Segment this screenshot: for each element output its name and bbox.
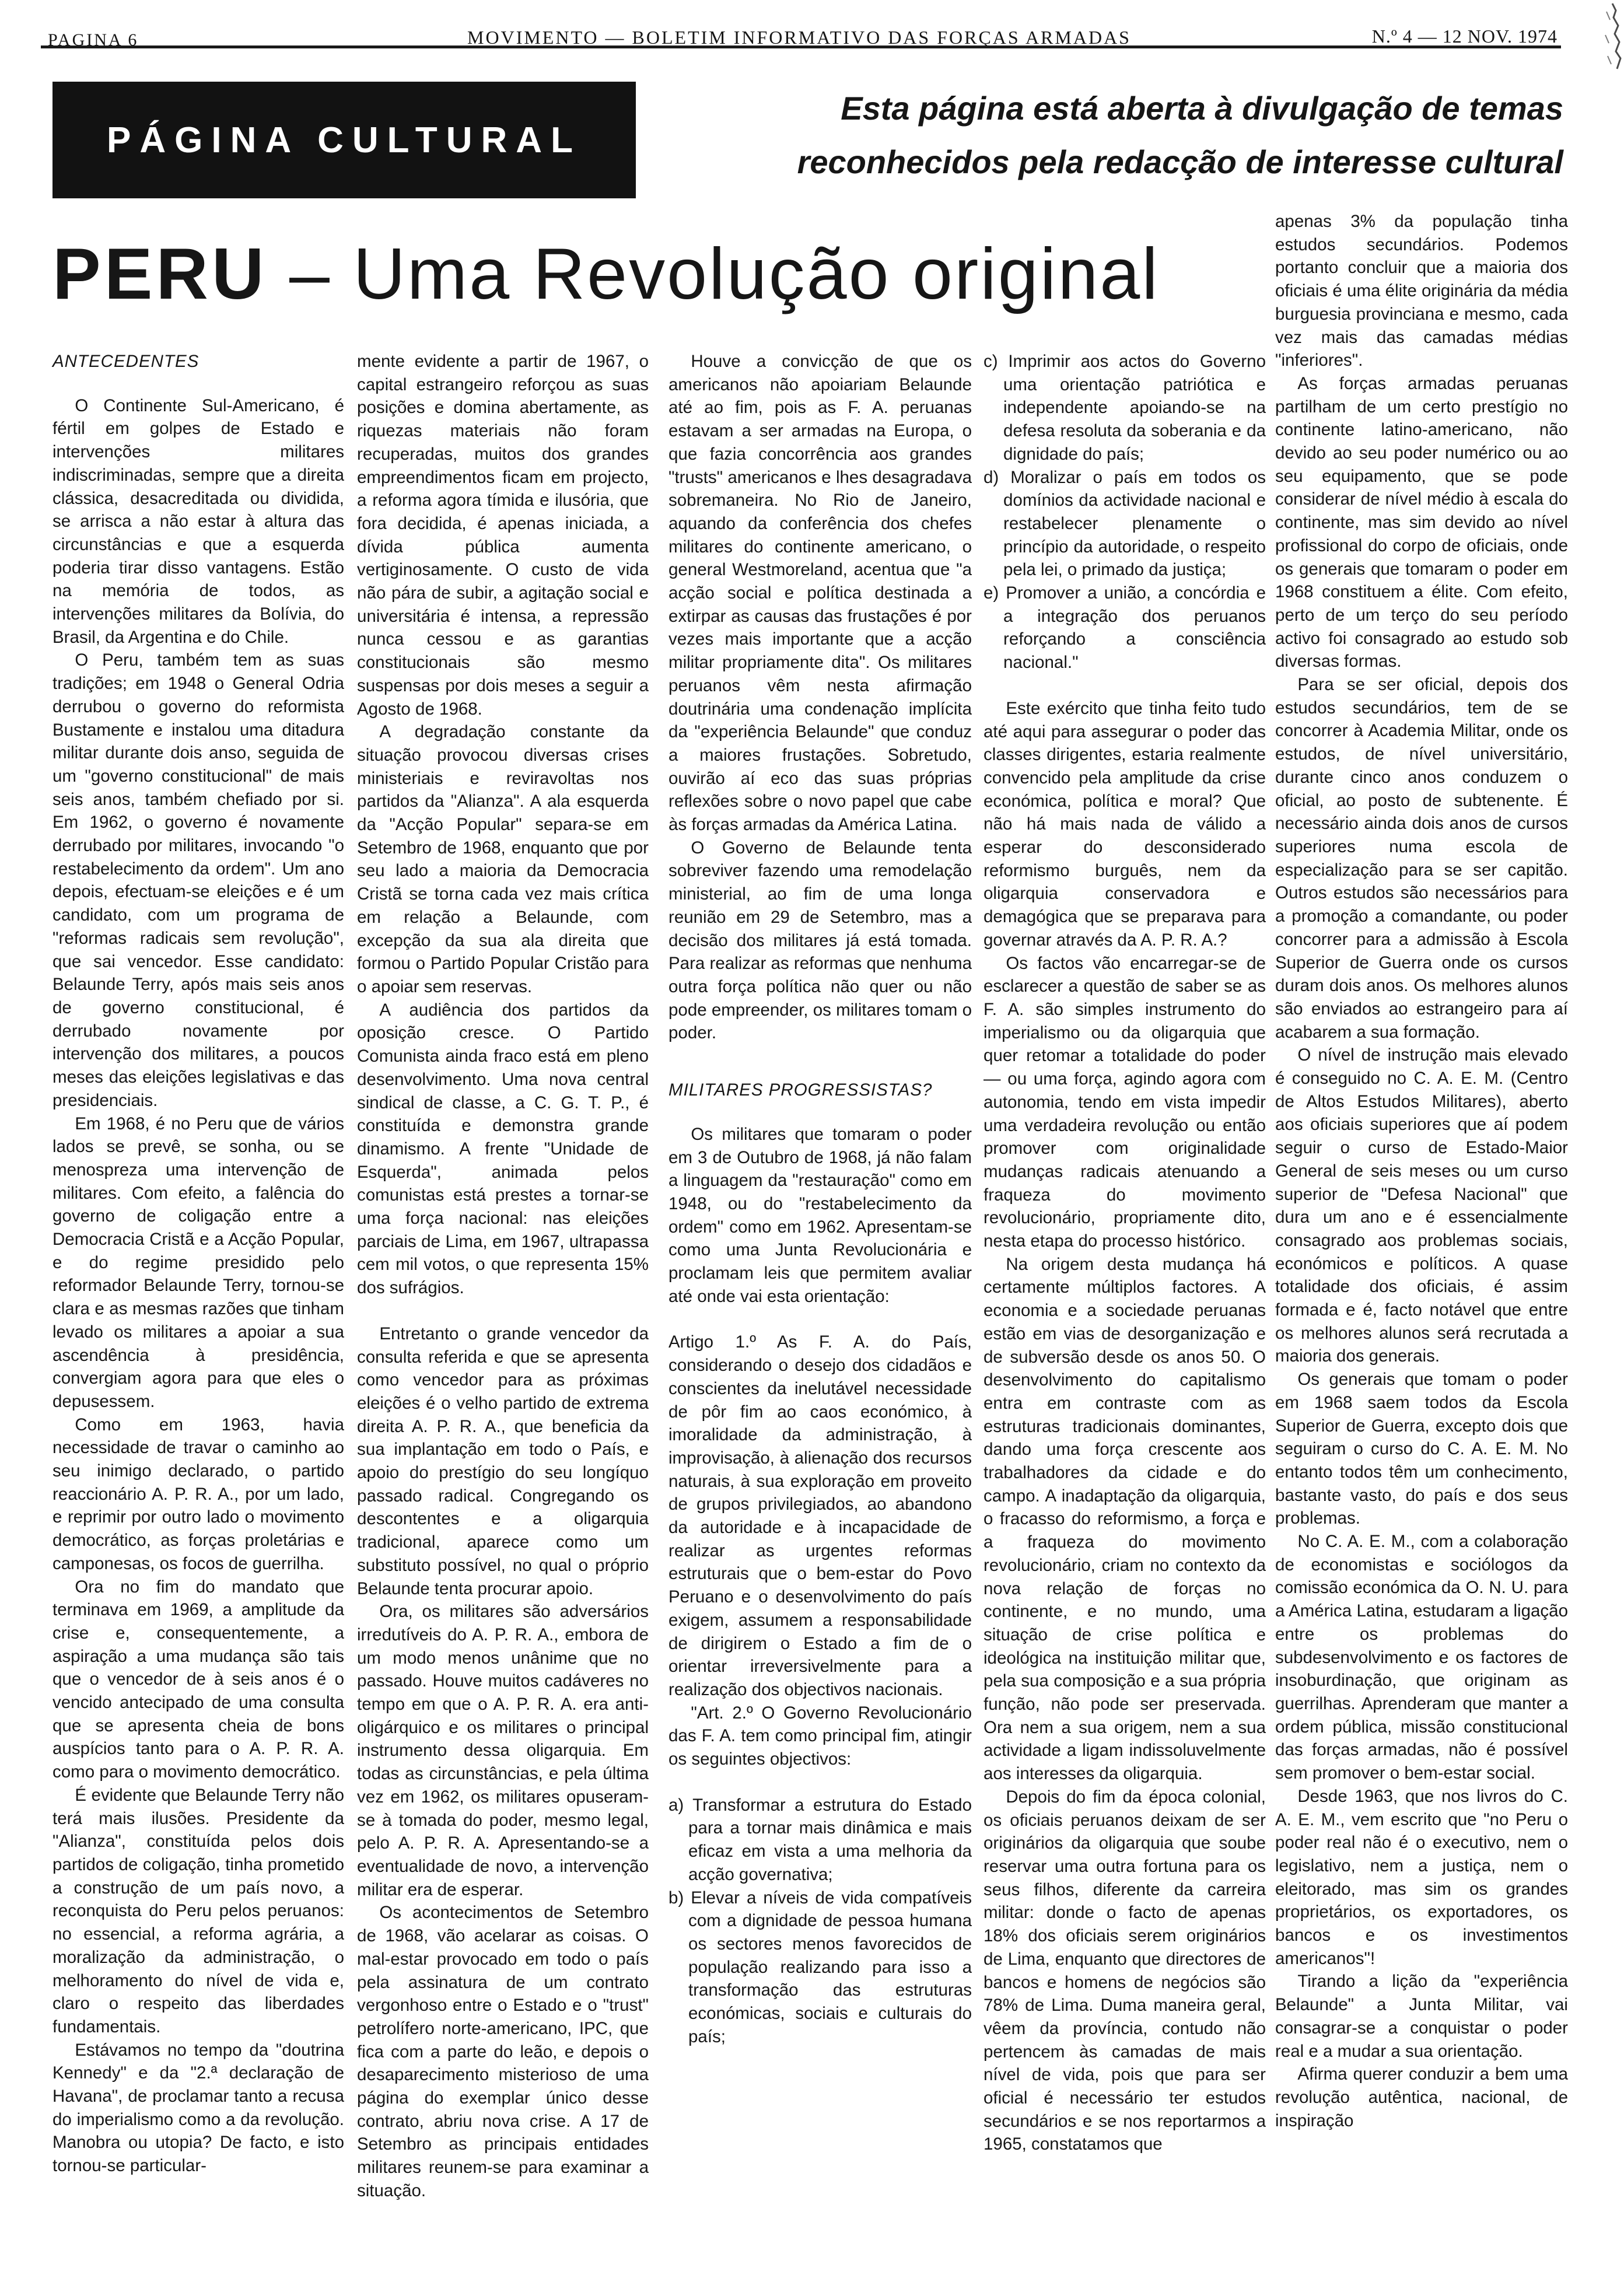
section-intro xyxy=(677,82,1563,189)
list-item: a) Transformar a estrutura do Estado para a tornar mais dinâmica e mais eficaz em vista a uma melhoria da acção governativa; xyxy=(668,1795,972,1884)
column-4 xyxy=(984,350,1266,2156)
paragraph: Artigo 1.º As F. A. do País, considerando o desejo dos cidadãos e conscientes da inelutável necessidade de pôr fim ao caos económico, à imoralidade da administração, à improvisação, à alienação dos recursos naturais, à sua exploração em proveito de grupos privilegiados, ao abandono da autoridade e à incapacidade de realizar as urgentes reformas estruturais que o bem-estar do Povo Peruano e o desenvolvimento do país exigem, assumem a responsabilidade de dirigirem o Estado a fim de o orientar irreversivelmente para a realização dos objectivos nacionais. xyxy=(668,1332,972,1699)
paragraph: Na origem desta mudança há certamente múltiplos factores. A economia e a sociedade peruanas estão em vias de desorganização e de subversão desde os anos 50. O desenvolvimento do capitalismo entra em contraste com as estruturas tradicionais dominantes, dando uma força crescente aos trabalhadores da cidade e do campo. A inadaptação da oligarquia, o fracasso do reformismo, a força e a fraqueza do movimento revolucionário, criam no contexto da nova relação de forças no continente, e no mundo, uma situação de crise política e ideológica na instituição militar que, pela sua composição e a sua própria função, não pode ser preservada. Ora nem a sua origem, nem a sua actividade a ligam indissoluvelmente aos interesses da oligarquia. xyxy=(984,1254,1266,1784)
article-headline xyxy=(52,222,1248,327)
paragraph: É evidente que Belaunde Terry não terá mais ilusões. Presidente da "Alianza", constituída pelos dois partidos de coligação, tinha prometido a construção de um país novo, a reconquista do Peru pelos peruanos: no essencial, a reforma agrária, a moralização da administração, o melhoramento do nível de vida e, claro o respeito das liberdades fundamentais. xyxy=(52,1785,344,2036)
subhead-antecedentes: ANTECEDENTES xyxy=(52,352,200,371)
paragraph: Como em 1963, havia necessidade de travar o caminho ao seu inimigo declarado, o partido reaccionário A. P. R. A., por um lado, e reprimir por outro lado o movimento democrático, as forças proletárias e camponesas, os focos de guerrilha. xyxy=(52,1415,344,1573)
section-intro-line2: reconhecidos pela redacção de interesse cultural xyxy=(797,144,1563,180)
issue-date: N.º 4 — 12 NOV. 1974 xyxy=(1371,26,1558,47)
paragraph: Depois do fim da época colonial, os oficiais peruanos deixam de ser originários da oligarquia que soube reservar uma outra fortuna para os seus filhos, diferente da carreira militar: donde o facto de apenas 18% dos oficiais serem originários de Lima, enquanto que directores de bancos e homens de negócios são 78% de Lima. Duma maneira geral, vêem da província, contudo não pertencem às camadas de mais nível de vida, pois que para ser oficial é necessário ter estudos secundários e se nos reportarmos a 1965, constatamos que xyxy=(984,1787,1266,2154)
section-banner-label: PÁGINA CULTURAL xyxy=(107,120,582,160)
paragraph: Tirando a lição da "experiência Belaunde" a Junta Militar, vai consagrar-se a conquistar o poder real e a mudar a sua orientação. xyxy=(1275,1972,1568,2061)
list-item: c) Imprimir aos actos do Governo uma orientação patriótica e independente apoiando-se na defesa resoluta da soberania e da dignidade do país; xyxy=(984,352,1266,464)
paragraph: Para se ser oficial, depois dos estudos secundários, tem de se concorrer à Academia Militar, onde os estudos, de nível universitário, durante cinco anos conduzem o oficial, ao posto de subtenente. É necessário ainda dois anos de cursos superiores numa escola de especialização para se ser capitão. Outros estudos são necessários para a promoção a comandante, ou poder concorrer para a admissão à Escola Superior de Guerra onde os cursos duram dois anos. Os melhores alunos são enviados ao estrangeiro para aí acabarem a sua formação. xyxy=(1275,675,1568,1042)
paragraph: "Art. 2.º O Governo Revolucionário das F. A. tem como principal fim, atingir os seguintes objectivos: xyxy=(668,1703,972,1769)
paragraph: mente evidente a partir de 1967, o capital estrangeiro reforçou as suas posições e domina abertamente, as riquezas materiais não foram recuperadas, muitos dos grandes empreendimentos ficam em projecto, a reforma agora tímida e ilusória, que fora decidida, é apenas iniciada, a dívida pública aumenta vertiginosamente. O custo de vida não pára de subir, a agitação social e universitária é intensa, a repressão nunca cessou e as garantias constitucionais são mesmo suspensas por dois meses a seguir a Agosto de 1968. xyxy=(357,352,649,719)
column-1 xyxy=(52,350,344,2178)
list-item: b) Elevar a níveis de vida compatíveis com a dignidade de pessoa humana os sectores menos favorecidos de população realizando para isso a transformação das estruturas económicas, sociais e culturais do país; xyxy=(668,1888,972,2046)
paragraph: Este exército que tinha feito tudo até aqui para assegurar o poder das classes dirigentes, estaria realmente convencido pela amplitude da crise económica, política e moral? Que não há mais nada de válido a esperar do desconsiderado reformismo burguês, nem da oligarquia conservadora e demagógica que se preparava para governar através da A. P. R. A.? xyxy=(984,698,1266,950)
paragraph: A audiência dos partidos da oposição cresce. O Partido Comunista ainda fraco está em pleno desenvolvimento. Uma nova central sindical de classe, a C. G. T. P., é constituída e demonstra grande dinamismo. A frente "Unidade de Esquerda", animada pelos comunistas está prestes a tornar-se uma força nacional: nas eleições parciais de Lima, em 1967, ultrapassa cem mil votos, o que representa 15% dos sufrágios. xyxy=(357,1000,649,1298)
paragraph: Estávamos no tempo da "doutrina Kennedy" e da "2.ª declaração de Havana", de proclamar tanto a recusa do imperialismo como a da revolução. Manobra ou utopia? De facto, e isto tornou-se particular- xyxy=(52,2040,344,2176)
column-3 xyxy=(668,350,972,2049)
paragraph: Desde 1963, que nos livros do C. A. E. M., vem escrito que "no Peru o poder real não é o executivo, nem o legislativo, nem a justiça, nem o eleitorado, mas sim os grandes proprietários, os exportadores, os bancos e os investimentos americanos"! xyxy=(1275,1786,1568,1968)
paragraph: apenas 3% da população tinha estudos secundários. Podemos portanto concluir que a maioria dos oficiais é uma élite originária da média burguesia provinciana e mesmo, cada vez mais das camadas médias "inferiores". xyxy=(1275,212,1568,370)
subhead-militares-progressistas: MILITARES PROGRESSISTAS? xyxy=(668,1080,933,1100)
scan-edge-mark xyxy=(1595,0,1624,76)
page-number: PAGINA 6 xyxy=(48,30,139,50)
headline-bold: PERU xyxy=(52,234,268,314)
header-rule xyxy=(41,46,1561,48)
paragraph: O nível de instrução mais elevado é conseguido no C. A. E. M. (Centro de Altos Estudos Militares), aberto aos oficiais superiores que aí podem seguir o curso de Estado-Maior General de seis meses ou um curso superior de "Defesa Nacional" que dura um ano e é essencialmente consagrado aos problemas sociais, económicos e políticos. A quase totalidade dos oficiais, é assim formada e é, facto notável que entre os melhores alunos será recrutada a maioria dos generais. xyxy=(1275,1045,1568,1366)
paragraph: No C. A. E. M., com a colaboração de economistas e sociólogos da comissão económica da O. N. U. para a América Latina, estudaram a ligação entre os problemas do subdesenvolvimento e os factores de insoburdinação, que originam as guerrilhas. Aprenderam que manter a ordem pública, missão constitucional das forças armadas, não é possível sem promover o bem-estar social. xyxy=(1275,1532,1568,1783)
paragraph: Ora, os militares são adversários irredutíveis do A. P. R. A., embora de um modo menos unânime que no passado. Houve muitos cadáveres no tempo em que o A. P. R. A. era anti-oligárquico e os militares o principal instrumento dessa oligarquia. Em todas as circunstâncias, e pela última vez em 1962, os militares opuseram-se à tomada do poder, mesmo legal, pelo A. P. R. A. Apresentando-se a eventualidade de novo, a intervenção militar era de esperar. xyxy=(357,1602,649,1899)
paragraph: Os acontecimentos de Setembro de 1968, vão acelarar as coisas. O mal-estar provocado em todo o país pela assinatura de um contrato vergonhoso entre o Estado e o "trust" petrolífero norte-americano, IPC, que fica com a parte do leão, e depois o desaparecimento misterioso de uma página do exemplar único desse contrato, abriu nova crise. A 17 de Setembro as principais entidades militares reunem-se para examinar a situação. xyxy=(357,1903,649,2200)
paragraph: Houve a convicção de que os americanos não apoiariam Belaunde até ao fim, pois as F. A. peruanas estavam a ser armadas na Europa, o que fazia concorrência aos grandes "trusts" americanos e lhes desagradava sobremaneira. No Rio de Janeiro, aquando da conferência dos chefes militares do continente americano, o general Westmoreland, acentua que "a acção social e política destinada a extirpar as causas das frustações é por vezes mais importante que a acção militar propriamente dita". Os militares peruanos vêm nesta afirmação doutrinária uma condenação implícita da "experiência Belaunde" que conduz a maiores frustações. Sobretudo, ouvirão aí eco das suas próprias reflexões sobre o novo papel que cabe às forças armadas da América Latina. xyxy=(668,352,972,835)
list-item: d) Moralizar o país em todos os domínios da actividade nacional e restabelecer plenamente o princípio da autoridade, o respeito pela lei, o primado da justiça; xyxy=(984,467,1266,580)
paragraph: O Continente Sul-Americano, é fértil em golpes de Estado e intervenções militares indiscriminadas, sempre que a direita clássica, desacreditada ou dividida, se arrisca a não estar à altura das circunstâncias e que a esquerda poderia tirar disso vantagens. Estão na memória de todos, as intervenções militares da Bolívia, do Brasil, da Argentina e do Chile. xyxy=(52,396,344,647)
publication-title: MOVIMENTO — BOLETIM INFORMATIVO DAS FORÇAS ARMADAS xyxy=(467,27,1131,48)
paragraph: A degradação constante da situação provocou diversas crises ministeriais e reviravoltas nos partidos da "Alianza". A ala esquerda da "Acção Popular" separa-se em Setembro de 1968, enquanto que por seu lado a maioria da Democracia Cristã se torna cada vez mais crítica em relação a Belaunde, com excepção da sua ala direita que formou o Partido Popular Cristão para o apoiar sem reservas. xyxy=(357,722,649,996)
column-2 xyxy=(357,350,649,2203)
paragraph: Afirma querer conduzir a bem uma revolução autêntica, nacional, de inspiração xyxy=(1275,2064,1568,2130)
paragraph: Os militares que tomaram o poder em 3 de Outubro de 1968, já não falam a linguagem da "restauração" como em 1948, ou do "restabelecimento da ordem" como em 1962. Apresentam-se como uma Junta Revolucionária e proclamam leis que permitem avaliar até onde vai esta orientação: xyxy=(668,1124,972,1306)
paragraph: Ora no fim do mandato que terminava em 1969, a amplitude da crise e, consequentemente, a aspiração a uma mudança são tais que o vencedor de à seis anos é o vencido antecipado de uma consulta que se apresenta cheia de bons auspícios tanto para o A. P. R. A. como para o movimento democrático. xyxy=(52,1577,344,1782)
list-item: e) Promover a união, a concórdia e a integração dos peruanos reforçando a consciência nacional." xyxy=(984,583,1266,673)
paragraph: Os generais que tomam o poder em 1968 saem todos da Escola Superior de Guerra, excepto dois que seguiram o curso do C. A. E. M. No entanto todos têm um conhecimento, bastante vasto, do país e dos seus problemas. xyxy=(1275,1370,1568,1528)
section-banner xyxy=(52,82,636,198)
column-5 xyxy=(1275,210,1568,2132)
paragraph: As forças armadas peruanas partilham de um certo prestígio no continente latino-americano, não devido ao seu poder numérico ou ao seu equipamento, que se pode considerar de nível médio à escala do continente, mas sim devido ao nível profissional do corpo de oficiais, onde os generais que tomaram o poder em 1968 constituem a élite. Com efeito, perto de um terço do seu período activo foi consagrado ao estudo sob diversas formas. xyxy=(1275,373,1568,671)
paragraph: Entretanto o grande vencedor da consulta referida e que se apresenta como vencedor para as próximas eleições é o velho partido de extrema direita A. P. R. A., que beneficia da sua implantação em todo o País, e apoio do prestígio do seu longíquo passado radical. Congregando os descontentes e a oligarquia tradicional, aparece como um substituto possível, no qual o próprio Belaunde tenta procurar apoio. xyxy=(357,1324,649,1598)
paragraph: Em 1968, é no Peru que de vários lados se prevê, se sonha, ou se menospreza uma intervenção de militares. Com efeito, a falência do governo de coligação entre a Democracia Cristã e a Acção Popular, e do regime presidido pelo reformador Belaunde Terry, tornou-se clara e as mesmas razões que tinham levado os militares a apoiar a sua ascendência à presidência, convergiam agora para que eles o depusessem. xyxy=(52,1114,344,1411)
paragraph: O Peru, também tem as suas tradições; em 1948 o General Odria derrubou o governo do reformista Bustamente e instalou uma ditadura militar durante dois anso, seguida de um "governo constitucional" de mais seis anos, também chefiado por si. Em 1962, o governo é novamente derrubado por militares, invocando "o restabelecimento da ordem". Um ano depois, efectuam-se eleições e é um candidato, com um programa de "reformas radicais sem revolução", que sai vencedor. Esse candidato: Belaunde Terry, após mais seis anos de governo constitucional, é derrubado novamente por intervenção dos militares, a poucos meses das eleições legislativas e das presidenciais. xyxy=(52,650,344,1110)
section-intro-line1: Esta página está aberta à divulgação de temas xyxy=(841,90,1563,127)
paragraph: O Governo de Belaunde tenta sobreviver fazendo uma remodelação ministerial, ao fim de uma longa reunião em 29 de Setembro, mas a decisão dos militares já está tomada. Para realizar as reformas que nenhuma outra força política não quer ou não pode empreender, os militares tomam o poder. xyxy=(668,838,972,1043)
paragraph: Os factos vão encarregar-se de esclarecer a questão de saber se as F. A. são simples instrumento do imperialismo ou da oligarquia que quer retomar a totalidade do poder — ou uma força, agindo agora com autonomia, tendo em vista impedir uma verdadeira revolução ou então promover com originalidade mudanças radicais atenuando a fraqueza do movimento revolucionário, propriamente dito, nesta etapa do processo histórico. xyxy=(984,953,1266,1251)
headline-rest: – Uma Revolução original xyxy=(267,234,1160,314)
